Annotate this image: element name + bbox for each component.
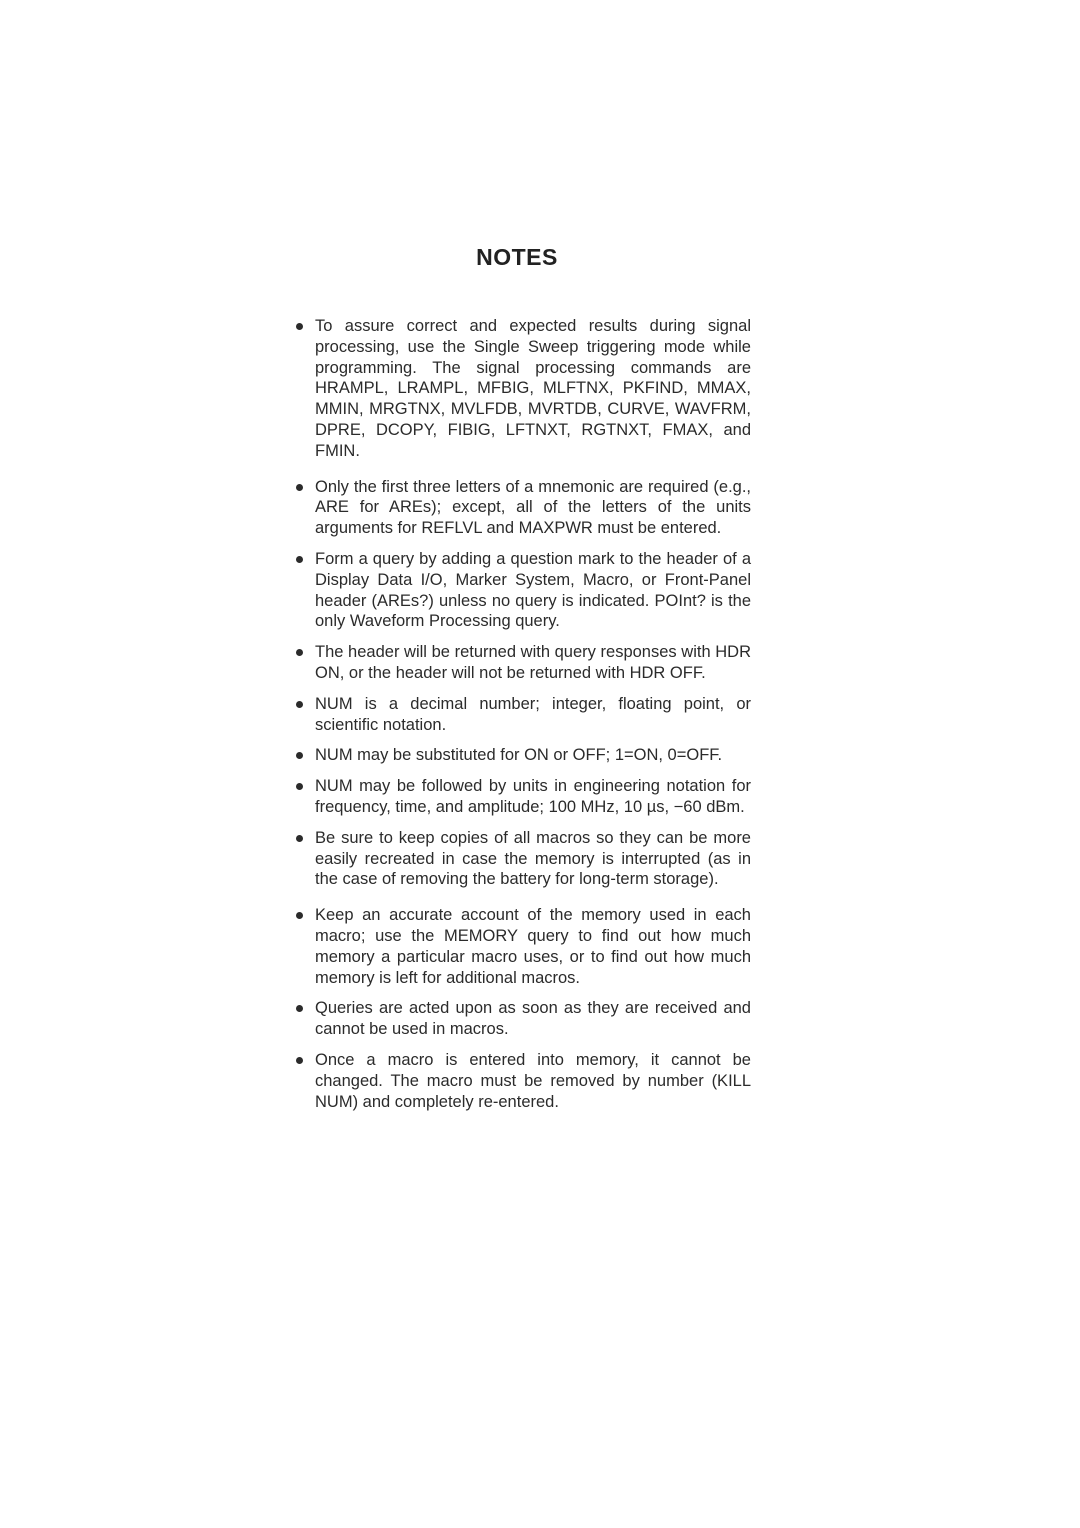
note-text: NUM is a decimal number; integer, floating point, or scientific notation.	[315, 694, 751, 734]
list-item	[293, 745, 751, 766]
bullet-icon	[296, 484, 303, 491]
note-text: NUM may be followed by units in engineering notation for frequency, time, and amplitude; 100 MHz, 10 µs, −60 dBm.	[315, 777, 751, 816]
list-item	[293, 998, 751, 1040]
note-text: NUM may be substituted for ON or OFF; 1=ON, 0=OFF.	[315, 746, 723, 765]
bullet-icon	[296, 1005, 303, 1012]
bullet-icon	[296, 1057, 303, 1064]
note-text: Be sure to keep copies of all macros so they can be more easily recreated in case the memory is interrupted (as in the case of removing the battery for long-term storage).	[315, 828, 751, 889]
list-item	[293, 1050, 751, 1112]
bullet-icon	[296, 649, 303, 656]
list-item	[293, 549, 751, 632]
page-title: NOTES	[476, 244, 558, 270]
list-item	[293, 776, 751, 818]
note-text: Once a macro is entered into memory, it cannot be changed. The macro must be removed by number (KILL NUM) and completely re-entered.	[315, 1050, 751, 1111]
list-item	[293, 316, 751, 462]
bullet-icon	[296, 752, 303, 759]
bullet-icon	[296, 912, 303, 919]
list-item	[293, 642, 751, 684]
note-text: Form a query by adding a question mark to the header of a Display Data I/O, Marker System, Macro, or Front-Panel header (AREs?) unless no query is indicated. POInt? is the only Waveform Processing query.	[315, 549, 751, 631]
bullet-icon	[296, 835, 303, 842]
list-item	[293, 477, 751, 539]
notes-list	[293, 316, 751, 1122]
bullet-icon	[296, 783, 303, 790]
note-text: Queries are acted upon as soon as they are received and cannot be used in macros.	[315, 999, 751, 1039]
list-item	[293, 905, 751, 988]
note-text: The header will be returned with query responses with HDR ON, or the header will not be returned with HDR OFF.	[315, 643, 751, 682]
note-text: Keep an accurate account of the memory used in each macro; use the MEMORY query to find out how much memory a particular macro uses, or to find out how much memory is left for additional macros.	[315, 906, 751, 987]
bullet-icon	[296, 701, 303, 708]
list-item	[293, 828, 751, 890]
bullet-icon	[296, 556, 303, 563]
note-text: Only the first three letters of a mnemonic are required (e.g., ARE for AREs); except, all of the letters of the units arguments for REFLVL and MAXPWR must be entered.	[315, 477, 751, 538]
note-text: To assure correct and expected results during signal processing, use the Single Sweep triggering mode while programming. The signal processing commands are HRAMPL, LRAMPL, MFBIG, MLFTNX, PKFIND, MMAX, MMIN, MRGTNX, MVLFDB, MVRTDB, CURVE, WAVFRM, DPRE, DCOPY, FIBIG, LFTNXT, RGTNXT, FMAX, and FMIN.	[315, 317, 751, 460]
bullet-icon	[296, 323, 303, 330]
list-item	[293, 694, 751, 736]
